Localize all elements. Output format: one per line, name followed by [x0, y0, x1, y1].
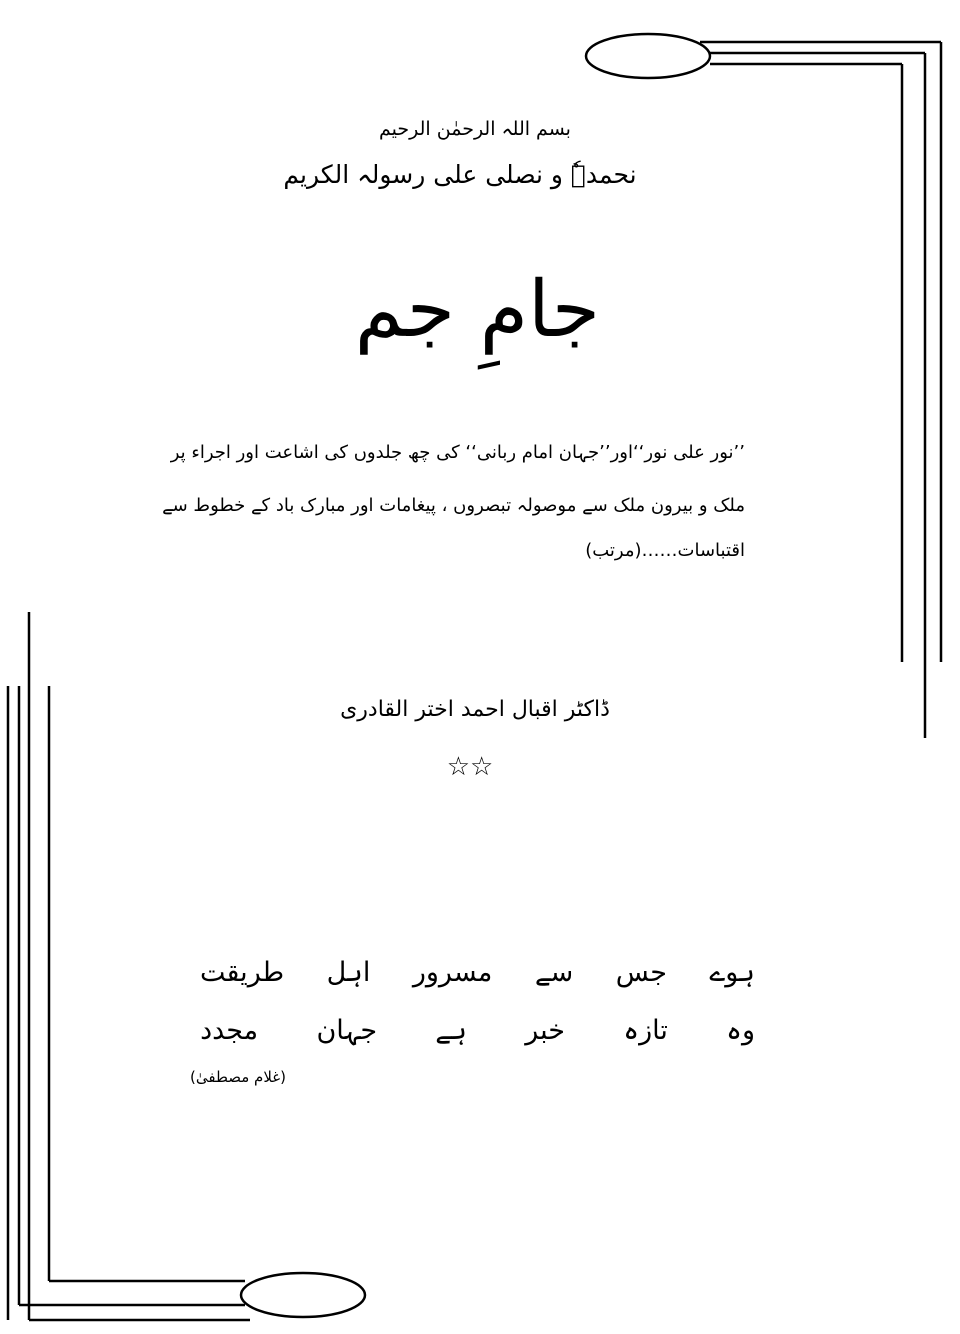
- book-title: جامِ جم: [354, 265, 600, 355]
- verse-word: خبر: [525, 1014, 565, 1046]
- verse-word: اہل: [326, 956, 371, 988]
- hamd-line: نحمدہٗ و نصلی علی رسولہ الکریم: [283, 160, 637, 189]
- verse-line-2: [200, 1008, 755, 1052]
- star-ornament: ☆☆: [446, 752, 494, 782]
- verse-word: ہے: [435, 1014, 467, 1046]
- verse-word: تازہ: [623, 1014, 668, 1046]
- author-name: ڈاکٹر اقبال احمد اختر القادری: [340, 697, 610, 722]
- verse-word: جس: [615, 956, 667, 988]
- verse-word: مجدد: [200, 1014, 259, 1046]
- verse-word: ہوے: [709, 956, 755, 988]
- verse-word: مسرور: [412, 956, 493, 988]
- verse-word: طریقت: [200, 956, 285, 988]
- verse-line-1: [200, 950, 755, 994]
- verse-word: وہ: [726, 1014, 755, 1046]
- verse-word: سے: [534, 956, 574, 988]
- intro-line-2: ملک و بیرون ملک سے موصولہ تبصروں ، پیغامات اور مبارک باد کے خطوط سے: [162, 495, 745, 516]
- intro-line-1: ’’نور علی نور‘‘اور’’جہان امام ربانی‘‘ کی چھ جلدوں کی اشاعت اور اجراء پر: [170, 442, 745, 463]
- intro-line-3: اقتباسات……(مرتب): [585, 540, 745, 561]
- verse-word: جہان: [316, 1014, 378, 1046]
- poet-attribution: (غلام مصطفیٰ): [190, 1068, 286, 1086]
- bismillah-heading: بسم اللہ الرحمٰن الرحیم: [379, 118, 571, 140]
